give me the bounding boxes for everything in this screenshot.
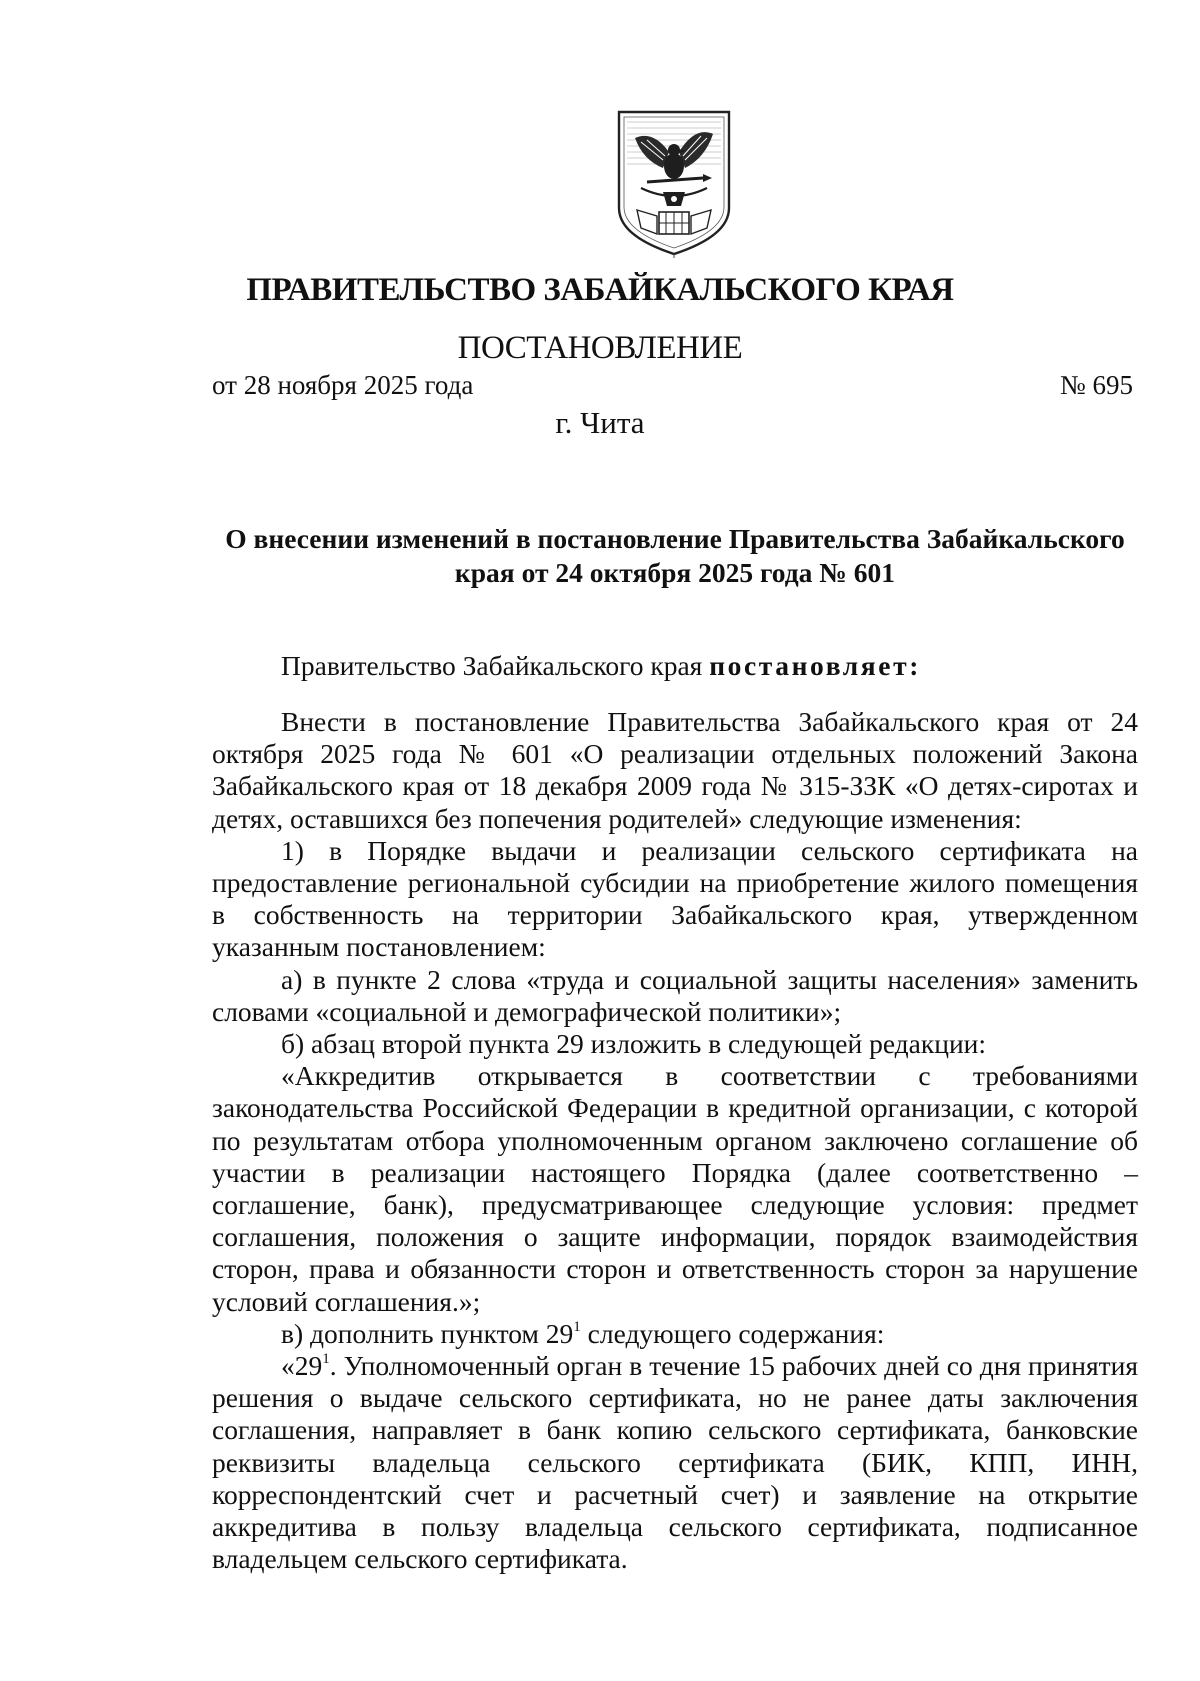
paragraph-item-1: 1) в Порядке выдачи и реализации сельского сертификата на предоставление региональной субсидии на приобретение жилого помещения в собственность на территории Забайкальского края, утвержденном указанным постановлением: [212,834,1138,963]
preamble-verb: постановляет: [709,650,921,681]
item-v-before: в) дополнить пунктом 29 [281,1317,574,1349]
document-number: № 695 [1060,370,1134,400]
paragraph-accreditive: «Аккредитив открывается в соответствии с требованиями законодательства Российской Федерации в кредитной организации, с которой по результатам отбора уполномоченным органом заключено соглашение об участии в реализации настоящего Порядка (далее соответственно – соглашение, банк), предусматривающее следующие условия: предмет соглашения, положения о защите информации, порядок взаимодействия сторон, права и обязанности сторон и ответственность сторон за нарушение условий соглашения.»; [212,1060,1138,1317]
paragraph-item-a: а) в пункте 2 слова «труда и социальной защиты населения» заменить словами «социальной и демографической политики»; [212,963,1138,1027]
preamble-prefix: Правительство Забайкальского края [281,650,710,681]
government-title: ПРАВИТЕЛЬСТВО ЗАБАЙКАЛЬСКОГО КРАЯ [246,272,954,308]
document-body [212,706,1138,1575]
item-29-1-before: «29 [281,1350,323,1382]
document-date: от 28 ноября 2025 года [212,370,474,400]
paragraph-item-v [212,1318,1138,1350]
item-29-1-after: . Уполномоченный орган в течение 15 рабочих дней со дня принятия решения о выдаче сельского сертификата, но не ранее даты заключения соглашения, направляет в банк копию сельского сертификата, банковские реквизиты владельца сельского сертификата (БИК, КПП, ИНН, корреспондентский счет и расчетный счет) и заявление на открытие аккредитива в пользу владельца сельского сертификата, подписанное владельцем сельского сертификата. [212,1350,1138,1575]
document-city: г. Чита [555,405,645,440]
item-29-1-superscript: 1 [322,1350,330,1367]
document-type: ПОСТАНОВЛЕНИЕ [457,330,743,366]
paragraph-intro: Внести в постановление Правительства Забайкальского края от 24 октября 2025 года № 601 «О реализации отдельных положений Закона Забайкальского края от 18 декабря 2009 года № 315-ЗЗК «О детях-сиротах и детях, оставшихся без попечения родителей» следующие изменения: [212,706,1138,834]
item-v-after: следующего содержания: [580,1317,885,1349]
paragraph-29-1 [212,1350,1138,1575]
item-v-superscript: 1 [573,1318,581,1335]
document-heading: О внесении изменений в постановление Правительства Забайкальского края от 24 октября 2025 года № 601 [225,523,1125,588]
preamble [281,650,921,682]
paragraph-item-b: б) абзац второй пункта 29 изложить в следующей редакции: [281,1028,987,1060]
coat-of-arms-icon [613,108,735,258]
